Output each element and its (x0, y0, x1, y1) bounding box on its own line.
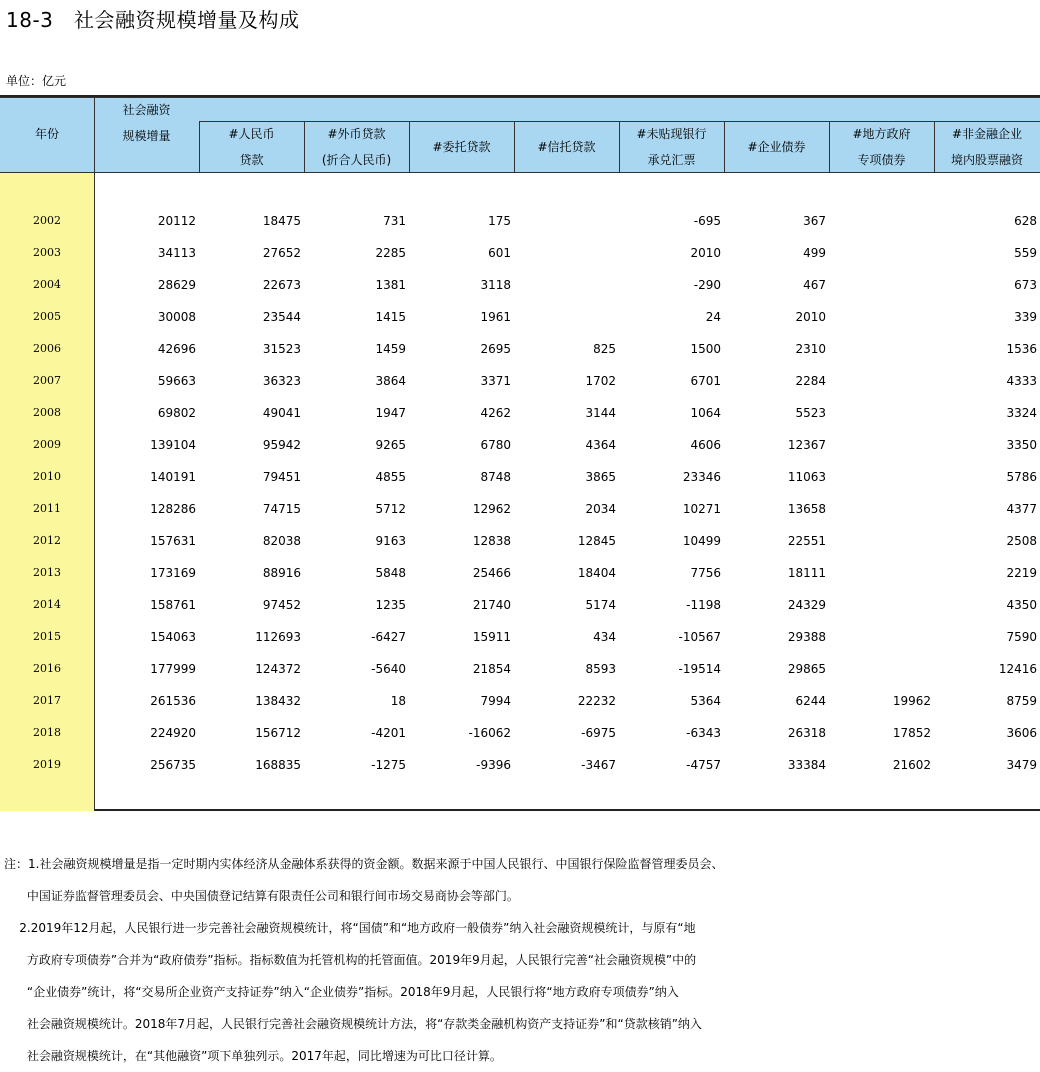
bills-cell: -290 (693, 278, 721, 292)
trust-cell: 12845 (577, 534, 616, 548)
bonds-cell: 29865 (787, 662, 826, 676)
equity-cell: 4350 (1006, 598, 1037, 612)
fx-cell: 9265 (375, 438, 406, 452)
year-cell: 2002 (33, 214, 61, 227)
total-cell: 128286 (150, 502, 196, 516)
equity-cell: 2219 (1006, 566, 1037, 580)
equity-cell: 2508 (1006, 534, 1037, 548)
trust-cell: 825 (593, 342, 616, 356)
entrusted-cell: 21854 (472, 662, 511, 676)
year-cell: 2019 (33, 758, 61, 771)
rmb-cell: 18475 (262, 214, 301, 228)
table-row (0, 429, 1040, 461)
rmb-cell: 156712 (255, 726, 301, 740)
fx-cell: -5640 (371, 662, 406, 676)
year-cell: 2008 (33, 406, 61, 419)
header-year: 年份 (34, 127, 59, 141)
local-cell: 17852 (892, 726, 931, 740)
header-bonds: #企业债券 (747, 140, 806, 154)
rmb-cell: 36323 (262, 374, 301, 388)
year-cell: 2003 (33, 246, 61, 259)
bills-cell: 23346 (682, 470, 721, 484)
entrusted-cell: 6780 (480, 438, 511, 452)
bills-cell: 10271 (682, 502, 721, 516)
trust-cell: 4364 (585, 438, 616, 452)
header-entrusted: #委托贷款 (432, 140, 491, 154)
fx-cell: 5848 (375, 566, 406, 580)
table-row (0, 205, 1040, 237)
total-cell: 20112 (157, 214, 196, 228)
bills-cell: 2010 (690, 246, 721, 260)
trust-cell: 22232 (577, 694, 616, 708)
bonds-cell: 12367 (787, 438, 826, 452)
header-equity-line1: #非金融企业 (951, 127, 1023, 141)
bonds-cell: 18111 (787, 566, 826, 580)
header-equity-line2: 境内股票融资 (950, 153, 1023, 167)
trust-cell: 1702 (585, 374, 616, 388)
bonds-cell: 467 (803, 278, 826, 292)
trust-cell: 2034 (585, 502, 616, 516)
rmb-cell: 88916 (262, 566, 301, 580)
table-row (0, 717, 1040, 749)
entrusted-cell: 12962 (472, 502, 511, 516)
entrusted-cell: 175 (488, 214, 511, 228)
header-bills-line1: #未贴现银行 (636, 127, 707, 141)
footnote-line: 注：1.社会融资规模增量是指一定时期内实体经济从金融体系获得的资金额。数据来源于中国人民银行、中国银行保险监督管理委员会、 (4, 857, 724, 871)
bills-cell: -19514 (678, 662, 721, 676)
total-cell: 139104 (150, 438, 196, 452)
fx-cell: 1947 (375, 406, 406, 420)
equity-cell: 3350 (1006, 438, 1037, 452)
total-cell: 30008 (157, 310, 196, 324)
total-cell: 158761 (150, 598, 196, 612)
bonds-cell: 5523 (795, 406, 826, 420)
bills-cell: 7756 (690, 566, 721, 580)
unit-label: 单位：亿元 (6, 74, 67, 88)
header-local-line1: #地方政府 (852, 127, 911, 141)
footnote-line: 方政府专项债券”合并为“政府债券”指标。指标数值为托管机构的托管面值。2019年9月起，人民银行完善“社会融资规模”中的 (4, 953, 697, 967)
table-row (0, 493, 1040, 525)
header-trust: #信托贷款 (537, 140, 596, 154)
total-cell: 140191 (150, 470, 196, 484)
bonds-cell: 11063 (787, 470, 826, 484)
entrusted-cell: 25466 (472, 566, 511, 580)
equity-cell: 3324 (1006, 406, 1037, 420)
equity-cell: 628 (1014, 214, 1037, 228)
footnote-line: 2.2019年12月起，人民银行进一步完善社会融资规模统计，将“国债”和“地方政府一般债券”纳入社会融资规模统计，与原有“地 (4, 921, 696, 935)
equity-cell: 4377 (1006, 502, 1037, 516)
header-total-line1: 社会融资 (122, 103, 171, 117)
table-row (0, 589, 1040, 621)
bonds-cell: 29388 (787, 630, 826, 644)
rmb-cell: 31523 (262, 342, 301, 356)
fx-cell: -4201 (371, 726, 406, 740)
fx-cell: -1275 (371, 758, 406, 772)
equity-cell: 5786 (1006, 470, 1037, 484)
trust-cell: -6975 (581, 726, 616, 740)
total-cell: 177999 (150, 662, 196, 676)
year-cell: 2005 (33, 310, 61, 323)
total-cell: 28629 (157, 278, 196, 292)
fx-cell: 3864 (375, 374, 406, 388)
table-row (0, 621, 1040, 653)
entrusted-cell: 8748 (480, 470, 511, 484)
year-cell: 2007 (33, 374, 61, 387)
bills-cell: -6343 (686, 726, 721, 740)
footnote-line: “企业债券”统计，将“交易所企业资产支持证券”纳入“企业债券”指标。2018年9月起，人民银行将“地方政府专项债券”纳入 (4, 985, 679, 999)
table-row (0, 237, 1040, 269)
equity-cell: 1536 (1006, 342, 1037, 356)
rmb-cell: 112693 (255, 630, 301, 644)
total-cell: 59663 (157, 374, 196, 388)
table-row (0, 749, 1040, 781)
equity-cell: 339 (1014, 310, 1037, 324)
bonds-cell: 33384 (787, 758, 826, 772)
equity-cell: 12416 (998, 662, 1037, 676)
entrusted-cell: -16062 (468, 726, 511, 740)
equity-cell: 673 (1014, 278, 1037, 292)
fx-cell: 18 (390, 694, 406, 708)
table-row (0, 269, 1040, 301)
fx-cell: 1381 (375, 278, 406, 292)
entrusted-cell: 3118 (480, 278, 511, 292)
rmb-cell: 23544 (262, 310, 301, 324)
year-cell: 2012 (33, 534, 61, 547)
entrusted-cell: 4262 (480, 406, 511, 420)
rmb-cell: 97452 (262, 598, 301, 612)
fx-cell: 9163 (375, 534, 406, 548)
table-row (0, 557, 1040, 589)
equity-cell: 3479 (1006, 758, 1037, 772)
bills-cell: 10499 (682, 534, 721, 548)
bills-cell: 4606 (690, 438, 721, 452)
rmb-cell: 74715 (262, 502, 301, 516)
footnotes (4, 848, 723, 1072)
trust-cell: 3144 (585, 406, 616, 420)
year-cell: 2006 (33, 342, 61, 355)
entrusted-cell: 21740 (472, 598, 511, 612)
total-cell: 154063 (150, 630, 196, 644)
total-cell: 173169 (150, 566, 196, 580)
bonds-cell: 13658 (787, 502, 826, 516)
entrusted-cell: 1961 (480, 310, 511, 324)
bills-cell: 1500 (690, 342, 721, 356)
entrusted-cell: 15911 (472, 630, 511, 644)
table-row (0, 397, 1040, 429)
total-cell: 261536 (150, 694, 196, 708)
footnote-line: 社会融资规模统计。2018年7月起，人民银行完善社会融资规模统计方法，将“存款类金融机构资产支持证券”和“贷款核销”纳入 (4, 1017, 702, 1031)
rmb-cell: 27652 (262, 246, 301, 260)
year-cell: 2010 (33, 470, 61, 483)
table-row (0, 685, 1040, 717)
total-cell: 34113 (157, 246, 196, 260)
year-cell: 2018 (33, 726, 61, 739)
bonds-cell: 2284 (795, 374, 826, 388)
equity-cell: 8759 (1006, 694, 1037, 708)
equity-cell: 559 (1014, 246, 1037, 260)
header-total-line2: 规模增量 (122, 129, 171, 143)
trust-cell: 18404 (577, 566, 616, 580)
year-cell: 2009 (33, 438, 61, 451)
bills-cell: 6701 (690, 374, 721, 388)
bills-cell: 1064 (690, 406, 721, 420)
trust-cell: 3865 (585, 470, 616, 484)
data-table (0, 95, 1040, 811)
bonds-cell: 22551 (787, 534, 826, 548)
fx-cell: 2285 (375, 246, 406, 260)
footnote-line: 社会融资规模统计，在“其他融资”项下单独列示。2017年起，同比增速为可比口径计算。 (4, 1049, 502, 1063)
trust-cell: 8593 (585, 662, 616, 676)
bonds-cell: 499 (803, 246, 826, 260)
header-local-line2: 专项债券 (857, 153, 906, 167)
equity-cell: 4333 (1006, 374, 1037, 388)
bills-cell: -4757 (686, 758, 721, 772)
year-cell: 2011 (33, 502, 61, 515)
page-title: 18-3 社会融资规模增量及构成 (6, 8, 300, 32)
rmb-cell: 22673 (262, 278, 301, 292)
header-rmb-line2: 贷款 (239, 153, 264, 167)
trust-cell: 5174 (585, 598, 616, 612)
bills-cell: -10567 (678, 630, 721, 644)
bills-cell: 24 (705, 310, 721, 324)
table-row (0, 365, 1040, 397)
fx-cell: 4855 (375, 470, 406, 484)
total-cell: 42696 (157, 342, 196, 356)
rmb-cell: 138432 (255, 694, 301, 708)
fx-cell: 731 (383, 214, 406, 228)
rmb-cell: 168835 (255, 758, 301, 772)
total-cell: 69802 (157, 406, 196, 420)
total-cell: 224920 (150, 726, 196, 740)
trust-cell: 434 (593, 630, 616, 644)
trust-cell: -3467 (581, 758, 616, 772)
entrusted-cell: 7994 (480, 694, 511, 708)
bills-cell: -1198 (686, 598, 721, 612)
entrusted-cell: 601 (488, 246, 511, 260)
year-cell: 2015 (33, 630, 61, 643)
header-bills-line2: 承兑汇票 (647, 153, 696, 167)
equity-cell: 7590 (1006, 630, 1037, 644)
year-cell: 2016 (33, 662, 61, 675)
entrusted-cell: 2695 (480, 342, 511, 356)
total-cell: 157631 (150, 534, 196, 548)
year-cell: 2017 (33, 694, 61, 707)
year-cell: 2013 (33, 566, 61, 579)
bonds-cell: 2310 (795, 342, 826, 356)
bonds-cell: 367 (803, 214, 826, 228)
entrusted-cell: 3371 (480, 374, 511, 388)
bills-cell: -695 (693, 214, 721, 228)
rmb-cell: 95942 (262, 438, 301, 452)
entrusted-cell: -9396 (476, 758, 511, 772)
rmb-cell: 124372 (255, 662, 301, 676)
fx-cell: -6427 (371, 630, 406, 644)
header-fx-line2: (折合人民币) (321, 153, 392, 167)
table-row (0, 653, 1040, 685)
fx-cell: 1235 (375, 598, 406, 612)
rmb-cell: 49041 (262, 406, 301, 420)
table-row (0, 461, 1040, 493)
bonds-cell: 26318 (787, 726, 826, 740)
table-row (0, 525, 1040, 557)
footnote-line: 中国证券监督管理委员会、中央国债登记结算有限责任公司和银行间市场交易商协会等部门。 (4, 889, 519, 903)
entrusted-cell: 12838 (472, 534, 511, 548)
total-cell: 256735 (150, 758, 196, 772)
bills-cell: 5364 (690, 694, 721, 708)
equity-cell: 3606 (1006, 726, 1037, 740)
bonds-cell: 2010 (795, 310, 826, 324)
rmb-cell: 82038 (262, 534, 301, 548)
header-fx-line1: #外币贷款 (327, 127, 386, 141)
bonds-cell: 6244 (795, 694, 826, 708)
fx-cell: 5712 (375, 502, 406, 516)
rmb-cell: 79451 (262, 470, 301, 484)
fx-cell: 1415 (375, 310, 406, 324)
local-cell: 19962 (892, 694, 931, 708)
bonds-cell: 24329 (787, 598, 826, 612)
local-cell: 21602 (892, 758, 931, 772)
year-cell: 2014 (33, 598, 61, 611)
fx-cell: 1459 (375, 342, 406, 356)
table-row (0, 333, 1040, 365)
header-rmb-line1: #人民币 (228, 127, 275, 141)
year-cell: 2004 (33, 278, 61, 291)
table-row (0, 301, 1040, 333)
